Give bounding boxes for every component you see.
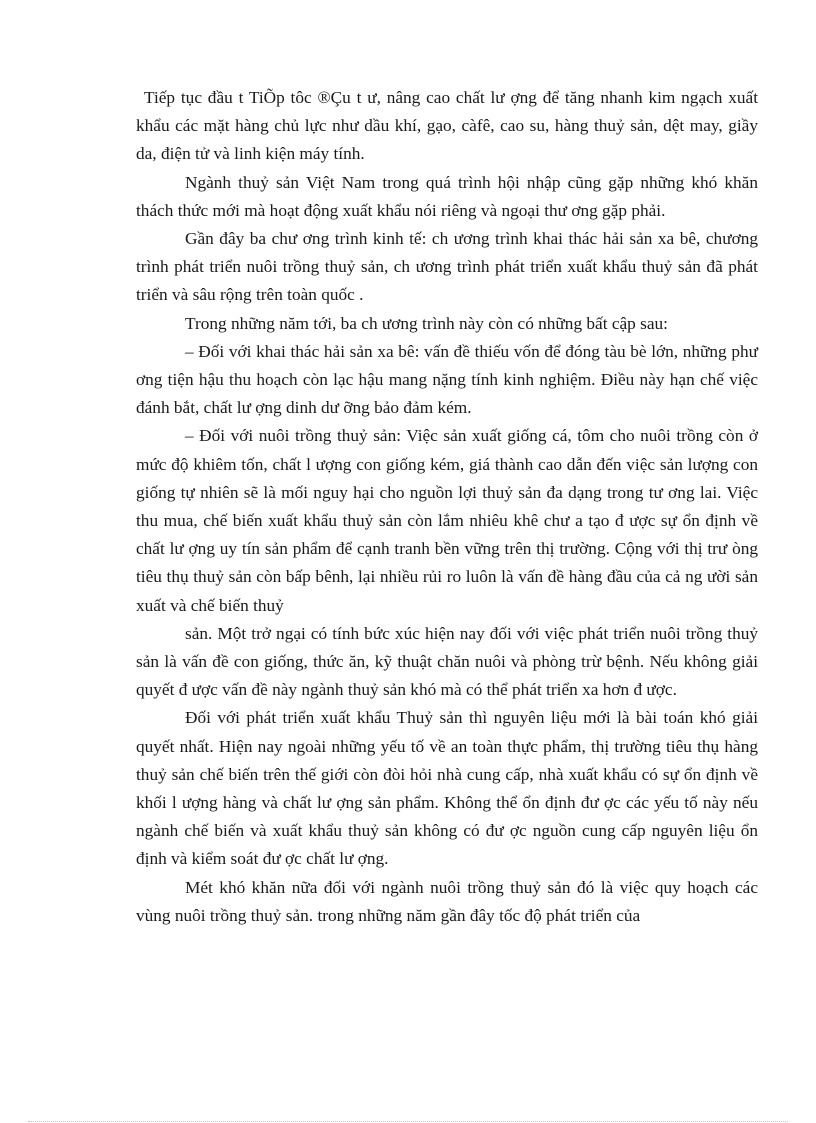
paragraph-3: Gần đây ba chư ơng trình kinh tế: ch ương trình khai thác hải sản xa bê, chương trình phát triển nuôi trồng thuỷ sản, ch ương trình phát triển xuất khẩu thuỷ sản đã phát triển và sâu rộng trên toàn quốc .: [136, 229, 758, 305]
paragraph-9: Mét khó khăn nữa đối với ngành nuôi trồng thuỷ sản đó là việc quy hoạch các vùng nuôi trồng thuỷ sản. trong những năm gần đây tốc độ phát triển của: [136, 877, 758, 925]
paragraph-8: Đối với phát triển xuất khẩu Thuỷ sản thì nguyên liệu mới là bài toán khó giải quyết nhất. Hiện nay ngoài những yếu tố về an toàn thực phẩm, thị trường tiêu thụ hàng thuỷ sản chế biến trên thế giới còn đòi hỏi nhà cung cấp, nhà xuất khẩu có sự ổn định về khối l ượng hàng và chất lư ợng sản phẩm. Không thể ổn định đư ợc các yếu tố này nếu ngành chế biến và xuất khẩu thuỷ sản không có đư ợc nguồn cung cấp nguyên liệu ổn định và kiểm soát đư ợc chất lư ợng.: [136, 708, 758, 869]
paragraph-2: Ngành thuỷ sản Việt Nam trong quá trình hội nhập cũng gặp những khó khăn thách thức mới mà hoạt động xuất khẩu nói riêng và ngoại thư ơng gặp phải.: [136, 172, 758, 220]
paragraph-7: sản. Một trở ngại có tính bức xúc hiện nay đối với việc phát triển nuôi trồng thuỷ sản là vấn đề con giống, thức ăn, kỹ thuật chăn nuôi và phòng trừ bệnh. Nếu không giải quyết đ ược vấn đề này ngành thuỷ sản khó mà có thể phát triển xa hơn đ ược.: [136, 623, 758, 700]
paragraph-6: – Đối với nuôi trồng thuỷ sản: Việc sản xuất giống cá, tôm cho nuôi trồng còn ở mức độ khiêm tốn, chất l ượng con giống kém, giá thành cao dẫn đến việc sản lượng con giống tự nhiên sẽ là mối nguy hại cho nguồn lợi thuỷ sản đa dạng trong tư ơng lai. Việc thu mua, chế biến xuất khẩu thuỷ sản còn lắm nhiêu khê chư a tạo đ ược sự ổn định về chất lư ợng uy tín sản phẩm để cạnh tranh bền vững trên thị trường. Cộng với thị trư òng tiêu thụ thuỷ sản còn bấp bênh, lại nhiều rủi ro luôn là vấn đề hàng đầu của cả ng ười sản xuất và chế biến thuỷ: [136, 426, 758, 615]
paragraph-1: Tiếp tục đầu t TiÕp tôc ®Çu t ư, nâng cao chất lư ợng để tăng nhanh kim ngạch xuất khẩu các mặt hàng chủ lực như dầu khí, gạo, càfê, cao su, hàng thuỷ sản, dệt may, giầy da, điện tử và linh kiện máy tính.: [136, 88, 758, 164]
page-bottom-divider: [28, 1121, 788, 1122]
document-body: [136, 84, 758, 930]
paragraph-4: Trong những năm tới, ba ch ương trình này còn có những bất cập sau:: [185, 313, 668, 333]
paragraph-5: – Đối với khai thác hải sản xa bê: vấn đề thiếu vốn để đóng tàu bè lớn, những phư ơng tiện hậu thu hoạch còn lạc hậu mang nặng tính kinh nghiệm. Điều này hạn chế việc đánh bắt, chất lư ợng dinh dư ỡng bảo đảm kém.: [136, 341, 758, 418]
